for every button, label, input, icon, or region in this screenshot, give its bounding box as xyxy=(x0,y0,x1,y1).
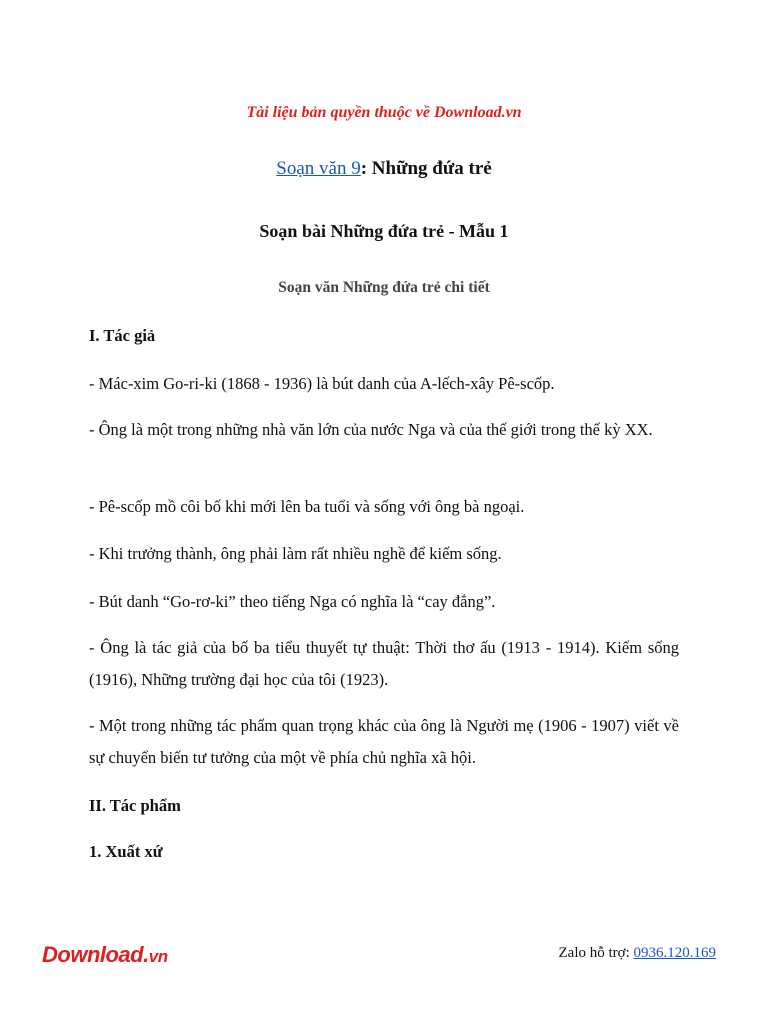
contact-label: Zalo hỗ trợ: xyxy=(558,945,634,961)
author-para-6: - Ông là tác giả của bố ba tiểu thuyết tự thuật: Thời thơ ấu (1913 - 1914). Kiếm sống (1916), Những trường đại học của tôi (1923). xyxy=(89,638,679,689)
work-heading: II. Tác phẩm xyxy=(89,796,181,815)
soan-van-9-link[interactable]: Soạn văn 9 xyxy=(276,158,361,179)
author-para-7: - Một trong những tác phẩm quan trọng khác của ông là Người mẹ (1906 - 1907) viết về sự chuyển biến tư tưởng của một về phía chủ nghĩa xã hội. xyxy=(89,716,679,767)
author-para-2: - Ông là một trong những nhà văn lớn của nước Nga và của thế giới trong thế kỳ XX. xyxy=(89,420,653,439)
download-vn-logo[interactable] xyxy=(42,942,168,968)
lesson-subsubtitle: Soạn văn Những đứa trẻ chi tiết xyxy=(278,279,490,296)
origin-heading: 1. Xuất xứ xyxy=(89,842,163,861)
lesson-subtitle: Soạn bài Những đứa trẻ - Mẫu 1 xyxy=(259,221,509,241)
copyright-notice: Tài liệu bản quyền thuộc về Download.vn xyxy=(246,104,522,121)
logo-vn-text: vn xyxy=(148,947,168,966)
logo-dot: . xyxy=(143,942,149,967)
footer-contact xyxy=(559,945,717,962)
author-para-4: - Khi trưởng thành, ông phải làm rất nhiều nghề để kiếm sống. xyxy=(89,544,502,563)
logo-main-text: Download xyxy=(42,942,144,967)
page-title xyxy=(0,158,768,180)
author-para-1: - Mác-xim Go-ri-ki (1868 - 1936) là bút danh của A-lếch-xây Pê-scốp. xyxy=(89,374,555,393)
author-para-5: - Bút danh “Go-rơ-ki” theo tiếng Nga có nghĩa là “cay đắng”. xyxy=(89,592,496,611)
author-para-3: - Pê-scốp mồ côi bố khi mới lên ba tuổi và sống với ông bà ngoại. xyxy=(89,497,525,516)
author-heading: I. Tác giả xyxy=(89,326,156,345)
contact-phone-link[interactable]: 0936.120.169 xyxy=(633,945,716,961)
page-title-rest: : Những đứa trẻ xyxy=(360,158,492,179)
